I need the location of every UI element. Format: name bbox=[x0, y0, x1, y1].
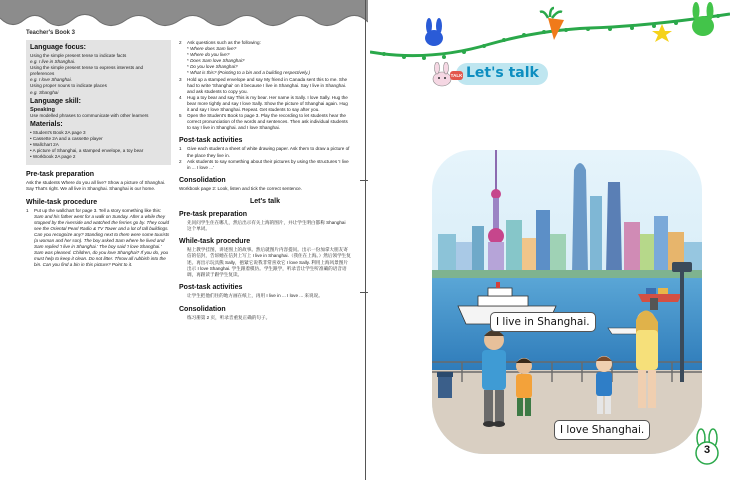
zh-consolidation-text: 练习册第 2 页，听录音重复正确的句子。 bbox=[187, 314, 271, 320]
while-task-steps bbox=[26, 208, 171, 214]
zh-post-text: 让学生把他们住的地方画在纸上，再用 I live in ... I love ... 来说说。 bbox=[187, 293, 323, 299]
zh-while-heading: While-task procedure bbox=[179, 238, 251, 246]
step-number: 2 bbox=[179, 158, 182, 164]
question-item: * Where do you live? bbox=[187, 52, 351, 58]
shanghai-riverside-illustration bbox=[432, 150, 702, 454]
step-text: Put up the wallchart for page 3. Tell a story something like this: bbox=[34, 207, 162, 213]
materials-item: • Cassette 2A and a cassette player bbox=[30, 136, 167, 142]
spine-line bbox=[365, 0, 366, 480]
post-task-steps bbox=[179, 146, 351, 170]
while-task-steps-more bbox=[179, 77, 351, 132]
carrot-icon bbox=[540, 8, 564, 40]
lets-talk-zh-title: Let's talk bbox=[249, 197, 281, 205]
step-item bbox=[179, 95, 351, 113]
students-book-page bbox=[370, 0, 730, 480]
far-riverbank bbox=[432, 270, 702, 278]
step-number: 2 bbox=[179, 40, 182, 45]
step-item bbox=[179, 159, 351, 171]
zh-while-text: 贴上教学挂图，讲述图上的故事。然后就图片内容提问。出示一份加拿大朋友寄信的信封，告诉她在信封上写上 I live in Shanghai.（我住在上海。）然后领学生复述。再出示玩具熊 Sally，抱紧它说我非常喜欢它 I love Sally. 利用上海风景图片出示 I love Shanghai. 学生跟着模仿。学生跟学，听录音让学生听准确的语音语调，再跟读于跟学生复读。 bbox=[187, 247, 351, 278]
book-title: Teacher's Book 3 bbox=[26, 30, 76, 36]
step-text: Ask questions such as the following: bbox=[187, 40, 261, 45]
pre-task-text: Ask the students Where do you all live? Show a picture of Shanghai. Say That's right. We all live in Shanghai. Shanghai is our home. bbox=[26, 180, 166, 192]
zh-consolidation-heading: Consolidation bbox=[179, 305, 226, 313]
step-number: 4 bbox=[179, 94, 182, 100]
small-boat bbox=[608, 328, 640, 334]
question-item: * What is this? (Pointing to a bin and a building respectively.) bbox=[187, 70, 351, 76]
page-number: 3 bbox=[703, 444, 711, 456]
left-column bbox=[26, 40, 171, 268]
focus-line: Using the simple present tense to express interests and preferences bbox=[30, 65, 144, 77]
question-list bbox=[187, 46, 351, 76]
focus-line: Using proper nouns to indicate places bbox=[30, 83, 107, 89]
focus-line: e.g. I live in Shanghai. bbox=[30, 59, 76, 65]
materials-list bbox=[30, 130, 167, 160]
consolidation-heading: Consolidation bbox=[179, 176, 226, 184]
cloud-edge-decoration bbox=[0, 0, 368, 30]
materials-heading: Materials: bbox=[30, 120, 63, 128]
step-item bbox=[179, 146, 351, 158]
step-item bbox=[179, 77, 351, 95]
section-title-badge bbox=[456, 63, 548, 85]
step-number: 1 bbox=[179, 146, 182, 152]
step-text: Ask students to say something about their pictures by using the structures 'I live in ... I love ...' bbox=[187, 158, 349, 170]
step-number: 1 bbox=[26, 207, 29, 213]
green-rabbit-icon bbox=[692, 2, 714, 36]
blue-rabbit-icon bbox=[425, 18, 443, 46]
step-item bbox=[179, 40, 351, 46]
materials-item: • Workbook 2A page 2 bbox=[30, 154, 167, 160]
skill-text: Use modelled phrases to communicate with other learners bbox=[30, 112, 149, 118]
focus-line: e.g. I love Shanghai. bbox=[30, 77, 72, 83]
promenade-floor bbox=[432, 370, 702, 454]
while-task-steps-continued bbox=[179, 40, 351, 46]
language-focus-heading: Language focus: bbox=[30, 44, 87, 51]
step-item bbox=[179, 113, 351, 131]
step-item bbox=[26, 208, 171, 214]
spine-tick bbox=[360, 180, 368, 181]
camera-phone bbox=[650, 298, 658, 310]
story-text: Sam and his father went for a walk on Sunday. After a while they stopped by the riverside and watched the ferries go by. They could see the Oriental Pearl Radio & TV Tower and a lot of tall buildings. Can you recognize any? Standing next to them were some tourists (a woman and her son). The boy asked Sam where he lived and Sam replied 'I live in Shanghai.' The boy said 'I love Shanghai.' Sam was pleased. Children, do you love Shanghai? If you do, you must help to keep it clean. Do not litter. Throw all rubbish into the bin. Can you find a bin in this picture? Point to it. bbox=[34, 213, 170, 268]
materials-item: • Student's Book 2A page 3 bbox=[30, 130, 167, 136]
spine-tick bbox=[360, 292, 368, 293]
materials-item: • Wallchart 2A bbox=[30, 142, 167, 148]
section-title: Let's talk bbox=[466, 65, 539, 81]
question-item: * Where does Sam live? bbox=[187, 46, 351, 52]
step-text: Open the Student's Book to page 3. Play the recording to let students hear the correct pronunciation of the words and sentences. Then ask individual students to say I live in Shanghai. and I love Shanghai. bbox=[187, 113, 348, 131]
step-number: 5 bbox=[179, 113, 182, 119]
speech-bubble-boy: I love Shanghai. bbox=[554, 420, 650, 440]
while-task-heading: While-task procedure bbox=[26, 198, 98, 206]
question-item: * Do you love Shanghai? bbox=[187, 64, 351, 70]
step-text: Give each student a sheet of white drawing paper. Ask them to draw a picture of the place they live in. bbox=[187, 146, 350, 158]
vine-garland-decoration bbox=[370, 0, 730, 70]
step-number: 3 bbox=[179, 76, 182, 82]
consolidation-text: Workbook page 2: Look, listen and tick the correct sentence. bbox=[179, 185, 302, 191]
zh-pre-heading: Pre-task preparation bbox=[179, 210, 248, 218]
decorative-header-band bbox=[0, 0, 368, 26]
step-text: Hold up a stamped envelope and say My friend in Canada sent this to me. She had to write 'Shanghai' on it because I live in Shanghai. Say I live in Shanghai. and ask students to copy you. bbox=[187, 76, 348, 94]
pre-task-heading: Pre-task preparation bbox=[26, 171, 95, 179]
focus-line: Using the simple present tense to indicate facts bbox=[30, 53, 127, 58]
materials-item: • A picture of Shanghai, a stamped envelope, a toy bear bbox=[30, 148, 167, 154]
rubbish-bin bbox=[437, 372, 453, 398]
right-column bbox=[179, 40, 351, 321]
speech-bubble-sam: I live in Shanghai. bbox=[490, 312, 596, 332]
skill-name: Speaking bbox=[30, 106, 55, 113]
zh-pre-text: 先问问学生住在哪儿，然后出示有关上海的图片，并让学生明白都称 Shanghai 这个单词。 bbox=[187, 219, 346, 232]
post-task-heading: Post-task activities bbox=[179, 137, 243, 145]
section-tag: TALK bbox=[450, 73, 463, 78]
focus-line: e.g. Shanghai bbox=[30, 89, 59, 95]
objectives-box bbox=[26, 40, 171, 165]
question-item: * Does Sam love Shanghai? bbox=[187, 58, 351, 64]
language-skill-heading: Language skill: bbox=[30, 97, 81, 105]
zh-post-heading: Post-task activities bbox=[179, 284, 243, 292]
step-text: Hug a toy bear and say This is my bear. Her name is Sally. I love Sally. Hug the bear more tightly and say I love Sally. Show the picture of Shanghai again. Hug it and say I love Shanghai. Repeat. Get students to say after you. bbox=[187, 94, 348, 113]
